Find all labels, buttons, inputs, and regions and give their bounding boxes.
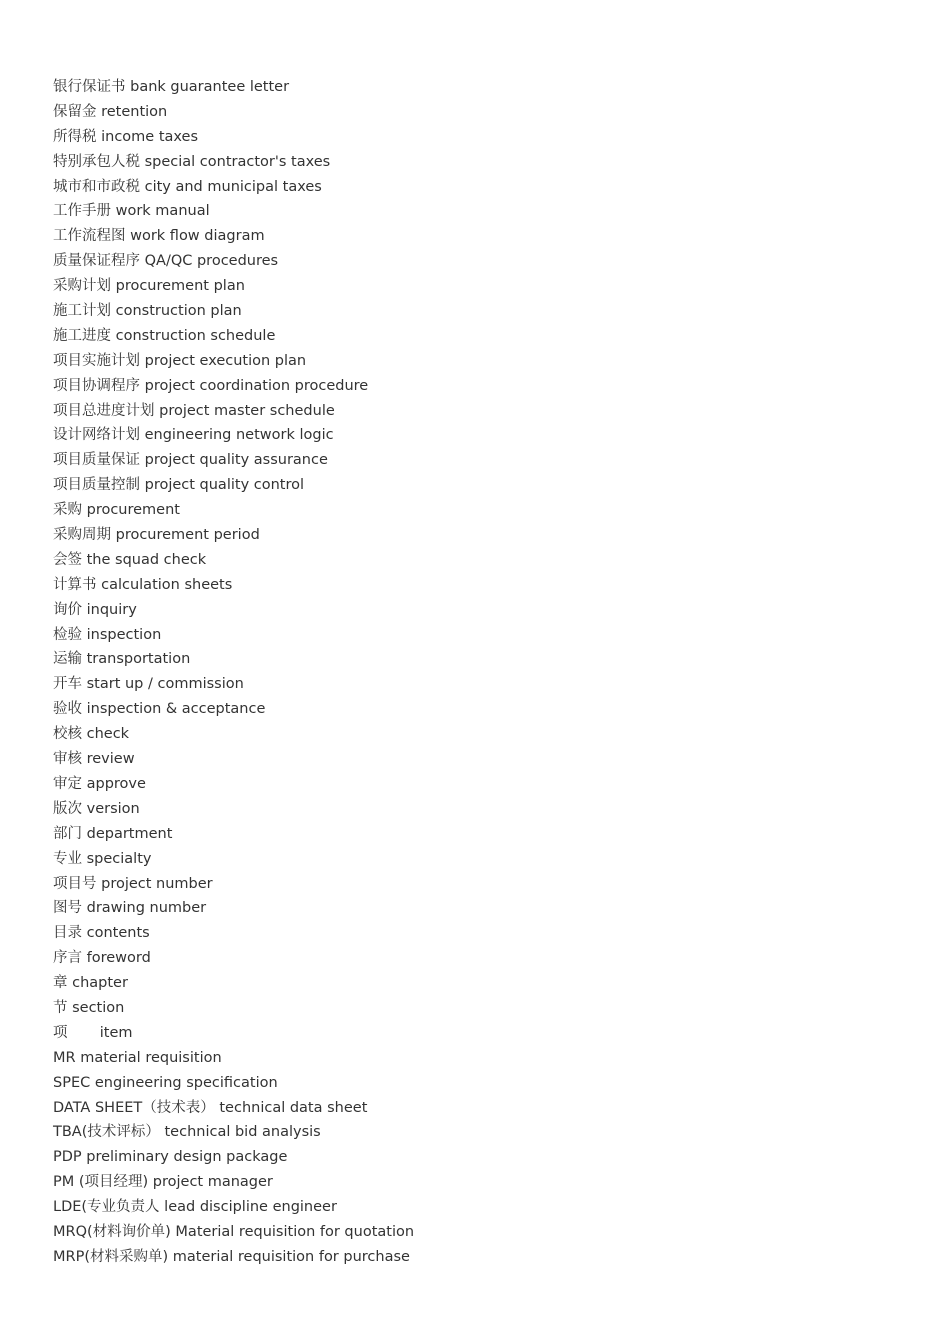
glossary-entry: 部门 department: [53, 825, 173, 842]
glossary-entry: 检验 inspection: [53, 626, 162, 643]
glossary-entry: 城市和市政税 city and municipal taxes: [53, 178, 322, 195]
glossary-entry: 验收 inspection & acceptance: [53, 701, 266, 718]
glossary-entry: 章 chapter: [53, 975, 128, 992]
glossary-list: [53, 75, 414, 1270]
glossary-entry: 项目协调程序 project coordination procedure: [53, 377, 369, 394]
glossary-entry: 采购计划 procurement plan: [53, 278, 245, 295]
glossary-entry: 运输 transportation: [53, 651, 191, 668]
glossary-entry: SPEC engineering specification: [53, 1074, 278, 1091]
glossary-entry: 审核 review: [53, 751, 135, 768]
glossary-entry: 节 section: [53, 999, 125, 1016]
glossary-entry: 项目总进度计划 project master schedule: [53, 402, 335, 419]
glossary-entry: MRP(材料采购单) material requisition for purchase: [53, 1248, 410, 1265]
glossary-entry: 版次 version: [53, 800, 140, 817]
glossary-entry: 特别承包人税 special contractor's taxes: [53, 153, 331, 170]
glossary-entry: MRQ(材料询价单) Material requisition for quotation: [53, 1223, 415, 1240]
glossary-entry: DATA SHEET（技术表） technical data sheet: [53, 1099, 368, 1116]
glossary-entry: 工作流程图 work flow diagram: [53, 228, 265, 245]
glossary-entry: 施工计划 construction plan: [53, 303, 242, 320]
glossary-entry: 开车 start up / commission: [53, 676, 244, 693]
glossary-entry: 项目实施计划 project execution plan: [53, 352, 307, 369]
glossary-entry: 项目质量控制 project quality control: [53, 477, 305, 494]
glossary-entry: 专业 specialty: [53, 850, 152, 867]
glossary-entry: 银行保证书 bank guarantee letter: [53, 79, 290, 95]
glossary-entry: 图号 drawing number: [53, 900, 207, 917]
glossary-entry: 设计网络计划 engineering network logic: [53, 427, 334, 444]
glossary-entry: 询价 inquiry: [53, 601, 137, 618]
glossary-entry: 施工进度 construction schedule: [53, 327, 276, 344]
glossary-entry: 序言 foreword: [53, 950, 151, 967]
glossary-entry: PDP preliminary design package: [53, 1149, 288, 1166]
glossary-entry: 校核 check: [53, 726, 130, 743]
glossary-entry: 目录 contents: [53, 925, 150, 942]
glossary-entry: 采购 procurement: [53, 502, 180, 519]
glossary-entry: 质量保证程序 QA/QC procedures: [53, 253, 279, 270]
glossary-entry: 项 item: [53, 1024, 133, 1041]
glossary-entry: LDE(专业负责人 lead discipline engineer: [53, 1199, 337, 1216]
glossary-entry: 项目号 project number: [53, 875, 213, 892]
glossary-entry: PM (项目经理) project manager: [53, 1174, 273, 1191]
glossary-entry: 工作手册 work manual: [53, 203, 210, 220]
glossary-entry: TBA(技术评标） technical bid analysis: [53, 1124, 321, 1141]
glossary-entry: 审定 approve: [53, 775, 146, 792]
glossary-entry: 所得税 income taxes: [53, 128, 199, 145]
glossary-entry: 采购周期 procurement period: [53, 527, 260, 544]
glossary-entry: 项目质量保证 project quality assurance: [53, 452, 328, 469]
glossary-entry: MR material requisition: [53, 1049, 222, 1066]
glossary-entry: 计算书 calculation sheets: [53, 576, 233, 593]
glossary-entry: 会签 the squad check: [53, 551, 207, 568]
glossary-entry: 保留金 retention: [53, 103, 168, 120]
